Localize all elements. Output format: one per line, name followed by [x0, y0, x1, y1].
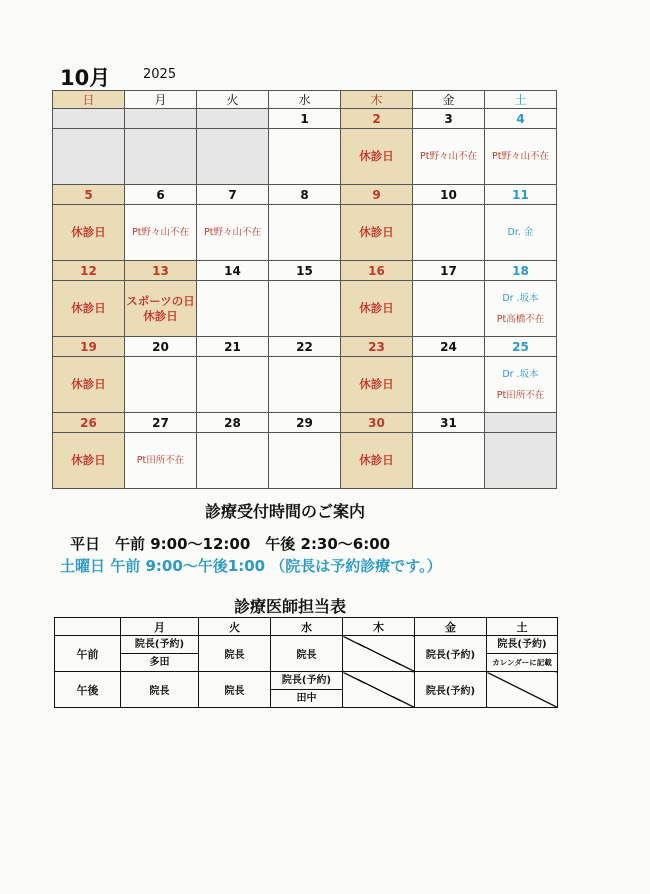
weekday-sat: 土 [485, 91, 557, 109]
duty-am-sat-bottom: カレンダーに記載 [492, 658, 552, 667]
day-note-cell [413, 281, 485, 337]
duty-day-thu: 木 [343, 618, 415, 636]
weekday-header-row [53, 91, 557, 109]
date-cell: 17 [413, 261, 485, 281]
date-cell: 18 [485, 261, 557, 281]
calendar-table [52, 90, 557, 489]
day-note-cell [197, 205, 269, 261]
weekday-sun: 日 [53, 91, 125, 109]
duty-day-mon: 月 [121, 618, 199, 636]
day-note-cell [53, 205, 125, 261]
day-note-cell [485, 205, 557, 261]
day-note: Pt野々山不在 [204, 227, 261, 238]
date-cell: 26 [53, 413, 125, 433]
date-cell: 9 [341, 185, 413, 205]
date-cell: 30 [341, 413, 413, 433]
date-cell: 31 [413, 413, 485, 433]
hours-weekday: 平日 午前 9:00～12:00 午後 2:30～6:00 [70, 535, 391, 553]
day-note-cell [269, 357, 341, 413]
year-label: 2025 [143, 67, 177, 82]
date-row [53, 261, 557, 281]
duty-am-tue: 院長 [199, 636, 271, 672]
day-note-cell [197, 433, 269, 489]
closed-day-note: 休診日 [71, 453, 106, 467]
date-cell [197, 109, 269, 129]
weekday-wed: 水 [269, 91, 341, 109]
day-note-cell [53, 357, 125, 413]
date-cell: 13 [125, 261, 197, 281]
day-note: Dr .坂本 [502, 368, 539, 380]
day-note-cell [53, 129, 125, 185]
weekday-mon: 月 [125, 91, 197, 109]
day-note-cell [485, 357, 557, 413]
duty-header-row [55, 618, 558, 636]
duty-am-sat-top: 院長(予約) [487, 636, 557, 654]
date-row [53, 185, 557, 205]
day-note: Dr. 金 [507, 227, 534, 238]
closed-day-note: 休診日 [359, 225, 394, 239]
day-note-cell [485, 129, 557, 185]
duty-day-wed: 水 [271, 618, 343, 636]
date-cell [485, 413, 557, 433]
duty-am-mon-top: 院長(予約) [121, 636, 198, 654]
date-cell: 6 [125, 185, 197, 205]
day-note: スポーツの日 [126, 293, 195, 308]
day-note: Pt田所不在 [136, 455, 185, 466]
closed-day-note: 休診日 [71, 301, 106, 315]
day-note-cell [269, 433, 341, 489]
closed-day-note: 休診日 [359, 453, 394, 467]
duty-am-mon [121, 636, 199, 672]
date-cell: 15 [269, 261, 341, 281]
day-note-cell [341, 357, 413, 413]
closed-day-note: 休診日 [359, 301, 394, 315]
hours-saturday: 土曜日 午前 9:00～午後1:00 （院長は予約診療です。） [60, 557, 442, 575]
date-cell: 20 [125, 337, 197, 357]
day-note-cell [125, 205, 197, 261]
day-note-cell [125, 433, 197, 489]
day-note-cell [413, 433, 485, 489]
date-cell: 3 [413, 109, 485, 129]
date-row [53, 109, 557, 129]
day-note: Pt田所不在 [496, 389, 545, 401]
closed-day-note: 休診日 [359, 377, 394, 391]
date-cell: 21 [197, 337, 269, 357]
duty-day-fri: 金 [415, 618, 487, 636]
duty-corner [55, 618, 121, 636]
day-note-cell [269, 205, 341, 261]
duty-am-row [55, 636, 558, 672]
date-cell: 7 [197, 185, 269, 205]
duty-title: 診療医師担当表 [234, 597, 347, 616]
note-row [53, 357, 557, 413]
duty-pm-wed-bottom: 田中 [296, 693, 317, 704]
note-row [53, 433, 557, 489]
month-title: 10月 [60, 66, 111, 90]
date-cell: 10 [413, 185, 485, 205]
date-cell: 14 [197, 261, 269, 281]
date-cell: 27 [125, 413, 197, 433]
duty-pm-mon: 院長 [121, 672, 199, 708]
day-note: Pt野々山不在 [492, 151, 549, 162]
duty-pm-fri: 院長(予約) [415, 672, 487, 708]
duty-day-tue: 火 [199, 618, 271, 636]
duty-am-thu-none [343, 636, 415, 672]
day-note-cell [341, 433, 413, 489]
day-note-cell [197, 129, 269, 185]
duty-am-wed: 院長 [271, 636, 343, 672]
day-note-cell [197, 281, 269, 337]
date-cell: 11 [485, 185, 557, 205]
day-note-cell [125, 281, 197, 337]
duty-pm-tue: 院長 [199, 672, 271, 708]
duty-am-label: 午前 [55, 636, 121, 672]
day-note-cell [485, 433, 557, 489]
date-cell: 29 [269, 413, 341, 433]
day-note-cell [125, 357, 197, 413]
date-cell: 22 [269, 337, 341, 357]
day-note-cell [413, 357, 485, 413]
date-cell [125, 109, 197, 129]
duty-day-sat: 土 [487, 618, 558, 636]
duty-am-sat [487, 636, 558, 672]
day-note-cell [269, 129, 341, 185]
date-cell: 24 [413, 337, 485, 357]
date-cell: 4 [485, 109, 557, 129]
date-cell: 28 [197, 413, 269, 433]
date-cell: 2 [341, 109, 413, 129]
day-note-cell [341, 281, 413, 337]
day-note-cell [53, 433, 125, 489]
day-note-cell [53, 281, 125, 337]
day-note-cell [341, 129, 413, 185]
closed-day-note: 休診日 [71, 377, 106, 391]
closed-day-note: 休診日 [143, 308, 178, 323]
date-cell: 1 [269, 109, 341, 129]
hours-title: 診療受付時間のご案内 [205, 502, 366, 521]
day-note-cell [341, 205, 413, 261]
date-cell: 23 [341, 337, 413, 357]
duty-pm-sat-none [487, 672, 558, 708]
note-row [53, 281, 557, 337]
closed-day-note: 休診日 [71, 225, 106, 239]
duty-am-mon-bottom: 多田 [149, 657, 170, 668]
day-note-cell [413, 129, 485, 185]
date-cell: 5 [53, 185, 125, 205]
date-row [53, 413, 557, 433]
day-note-cell [269, 281, 341, 337]
weekday-tue: 火 [197, 91, 269, 109]
day-note-cell [485, 281, 557, 337]
duty-am-fri: 院長(予約) [415, 636, 487, 672]
date-cell: 25 [485, 337, 557, 357]
duty-table [54, 617, 558, 708]
note-row [53, 205, 557, 261]
duty-pm-row [55, 672, 558, 708]
day-note: Pt野々山不在 [420, 151, 477, 162]
note-row [53, 129, 557, 185]
day-note: Dr .坂本 [502, 292, 539, 304]
closed-day-note: 休診日 [359, 149, 394, 163]
day-note-cell [125, 129, 197, 185]
date-cell: 16 [341, 261, 413, 281]
date-cell: 19 [53, 337, 125, 357]
weekday-fri: 金 [413, 91, 485, 109]
weekday-thu: 木 [341, 91, 413, 109]
duty-pm-label: 午後 [55, 672, 121, 708]
date-row [53, 337, 557, 357]
day-note-cell [197, 357, 269, 413]
day-note: Pt高橋不在 [496, 313, 545, 325]
date-cell: 8 [269, 185, 341, 205]
duty-pm-wed-top: 院長(予約) [271, 672, 342, 690]
date-cell: 12 [53, 261, 125, 281]
day-note-cell [413, 205, 485, 261]
duty-pm-thu-none [343, 672, 415, 708]
duty-pm-wed [271, 672, 343, 708]
day-note: Pt野々山不在 [132, 227, 189, 238]
date-cell [53, 109, 125, 129]
